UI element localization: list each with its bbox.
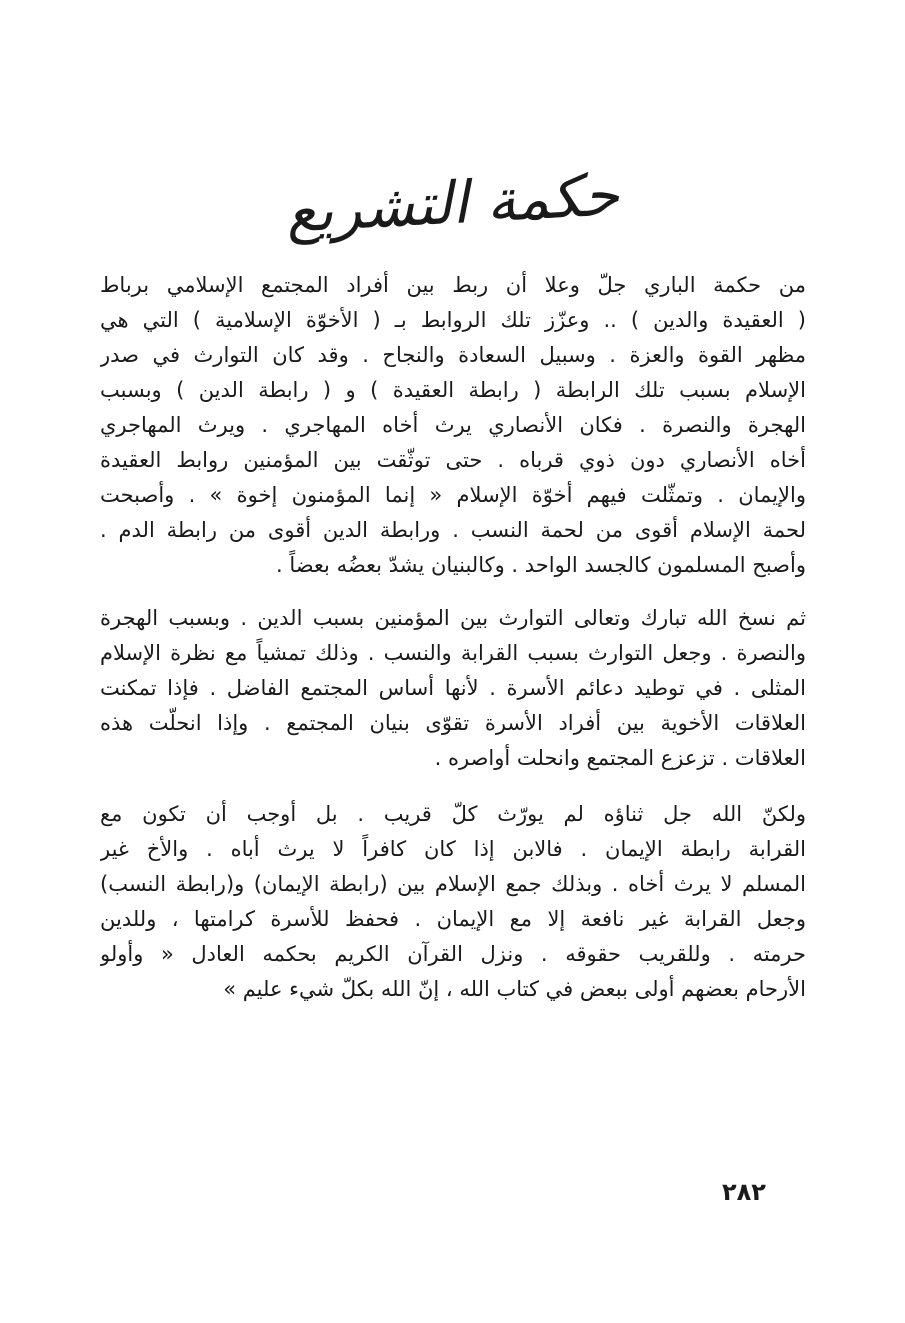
text-line: الهجرة والنصرة . فكان الأنصاري يرث أخاه المهاجري . ويرث المهاجري xyxy=(100,413,806,437)
text-line: وجعل القرابة غير نافعة إلا مع الإيمان . فحفظ للأسرة كرامتها ، وللدين xyxy=(100,907,806,931)
paragraph-1 xyxy=(100,268,806,583)
text-line: ( العقيدة والدين ) .. وعزّز تلك الروابط بـ ( الأخوّة الإسلامية ) التي هي xyxy=(100,308,806,332)
text-line: لحمة الإسلام أقوى من لحمة النسب . ورابطة الدين أقوى من رابطة الدم . xyxy=(100,518,806,542)
text-line: والإيمان . وتمثّلت فيهم أخوّة الإسلام « إنما المؤمنون إخوة » . وأصبحت xyxy=(100,483,806,507)
text-line: والنصرة . وجعل التوارث بسبب القرابة والنسب . وذلك تمشياً مع نظرة الإسلام xyxy=(100,641,806,665)
text-line: مظهر القوة والعزة . وسبيل السعادة والنجاح . وقد كان التوارث في صدر xyxy=(100,343,806,367)
body-text xyxy=(100,268,806,1007)
text-line: القرابة رابطة الإيمان . فالابن إذا كان كافراً لا يرث أباه . والأخ غير xyxy=(100,837,806,861)
paragraph-3 xyxy=(100,797,806,1007)
text-line: العلاقات . تزعزع المجتمع وانحلت أواصره . xyxy=(434,746,806,770)
page-number: ٢٨٢ xyxy=(722,1178,766,1206)
text-line: المثلى . في توطيد دعائم الأسرة . لأنها أساس المجتمع الفاضل . فإذا تمكنت xyxy=(100,676,806,700)
text-line: ولكنّ الله جل ثناؤه لم يورّث كلّ قريب . بل أوجب أن تكون مع xyxy=(100,802,806,826)
text-line: العلاقات الأخوية بين أفراد الأسرة تقوّى بنيان المجتمع . وإذا انحلّت هذه xyxy=(100,711,806,735)
text-line: وأصبح المسلمون كالجسد الواحد . وكالبنيان يشدّ بعضُه بعضاً . xyxy=(275,553,806,577)
text-line: من حكمة الباري جلّ وعلا أن ربط بين أفراد المجتمع الإسلامي برباط xyxy=(100,273,806,297)
chapter-heading xyxy=(0,148,905,258)
text-line: الأرحام بعضهم أولى ببعض في كتاب الله ، إنّ الله بكلّ شيء عليم » xyxy=(223,977,806,1001)
paragraph-2 xyxy=(100,601,806,776)
text-line: ثم نسخ الله تبارك وتعالى التوارث بين المؤمنين بسبب الدين . وبسبب الهجرة xyxy=(100,606,806,630)
text-line: أخاه الأنصاري دون ذوي قرباه . حتى توثّقت بين المؤمنين روابط العقيدة xyxy=(100,448,806,472)
text-line: حرمته . وللقريب حقوقه . ونزل القرآن الكريم بحكمه العادل « وأولو xyxy=(100,942,806,966)
chapter-heading-text: حكمة التشريع xyxy=(284,160,621,246)
text-line: المسلم لا يرث أخاه . وبذلك جمع الإسلام بين (رابطة الإيمان) و(رابطة النسب) xyxy=(100,872,806,896)
text-line: الإسلام بسبب تلك الرابطة ( رابطة العقيدة ) و ( رابطة الدين ) وبسبب xyxy=(100,378,806,402)
